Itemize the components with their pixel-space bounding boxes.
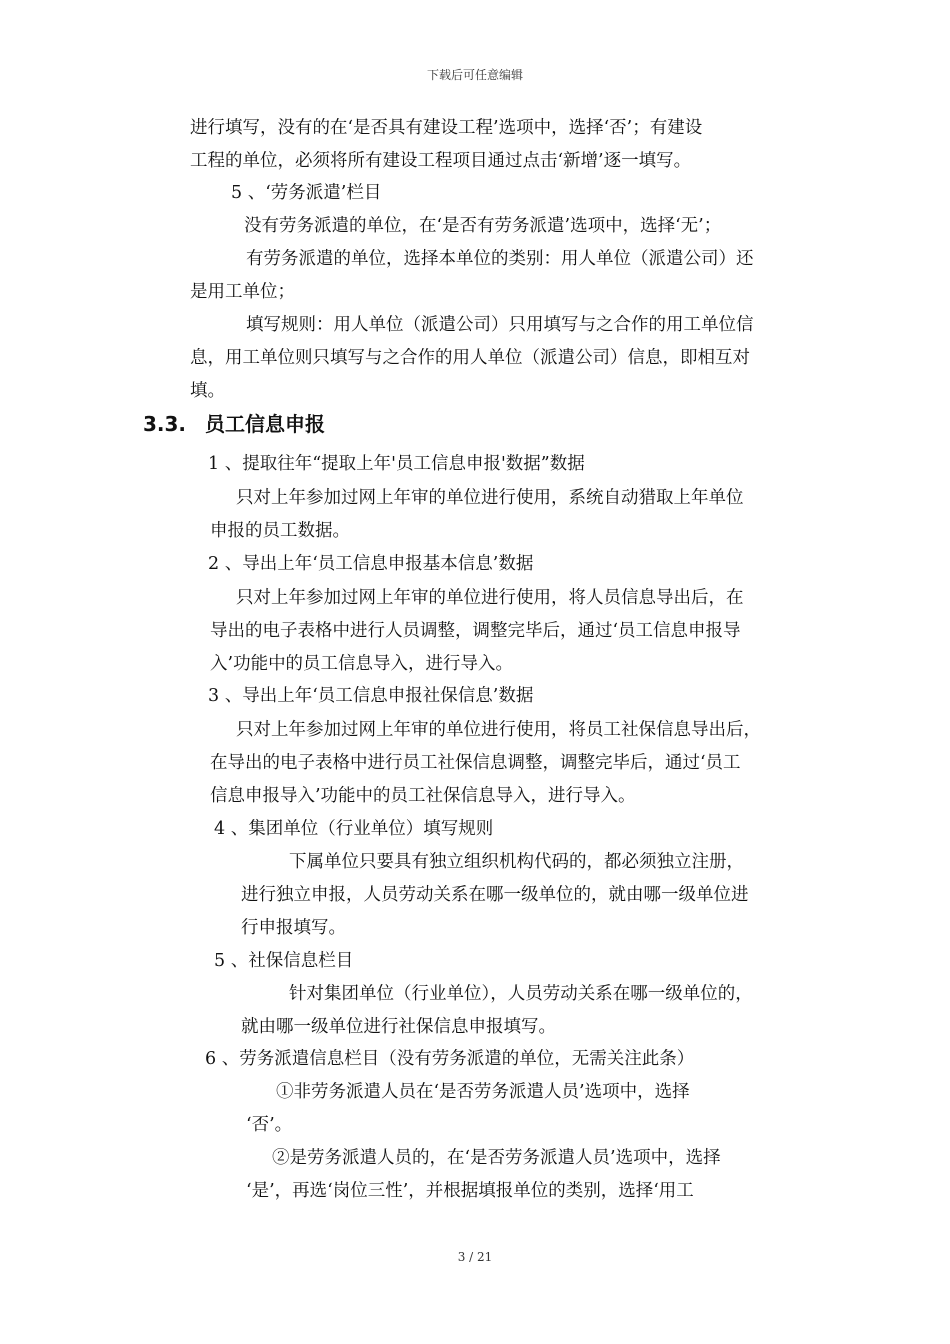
body-line: 就由哪一级单位进行社保信息申报填写。 bbox=[241, 1017, 556, 1037]
section-number: 3.3. bbox=[143, 412, 187, 436]
body-line: 有劳务派遣的单位，选择本单位的类别：用人单位（派遣公司）还 bbox=[246, 249, 754, 269]
body-line: 进行独立申报，人员劳动关系在哪一级单位的，就由哪一级单位进 bbox=[241, 885, 749, 905]
body-line: 入’功能中的员工信息导入，进行导入。 bbox=[210, 654, 514, 674]
list-heading: 6 、劳务派遣信息栏目（没有劳务派遣的单位，无需关注此条） bbox=[205, 1049, 695, 1069]
body-line: ‘是’，再选‘岗位三性’，并根据填报单位的类别，选择‘用工 bbox=[246, 1181, 694, 1201]
list-heading: 1 、提取往年“提取上年'员工信息申报'数据”数据 bbox=[208, 454, 585, 474]
page-number: 3 / 21 bbox=[457, 1250, 493, 1264]
list-heading: 5 、‘劳务派遣’栏目 bbox=[231, 183, 382, 203]
body-line: 息，用工单位则只填写与之合作的用人单位（派遣公司）信息，即相互对 bbox=[190, 348, 750, 368]
body-line: 只对上年参加过网上年审的单位进行使用，将员工社保信息导出后， bbox=[236, 720, 761, 740]
body-line: 信息申报导入’功能中的员工社保信息导入，进行导入。 bbox=[210, 786, 636, 806]
body-line: 申报的员工数据。 bbox=[210, 521, 350, 541]
body-line: 下属单位只要具有独立组织机构代码的，都必须独立注册， bbox=[289, 852, 744, 872]
body-line: 针对集团单位（行业单位），人员劳动关系在哪一级单位的， bbox=[289, 984, 753, 1004]
body-line: 行申报填写。 bbox=[241, 918, 346, 938]
body-line: 导出的电子表格中进行人员调整，调整完毕后，通过‘员工信息申报导 bbox=[210, 621, 741, 641]
body-line: 填。 bbox=[190, 381, 225, 401]
body-line: 没有劳务派遣的单位，在‘是否有劳务派遣’选项中，选择‘无’； bbox=[244, 216, 722, 236]
body-line: ②是劳务派遣人员的，在‘是否劳务派遣人员’选项中，选择 bbox=[272, 1148, 721, 1168]
body-line: 工程的单位，必须将所有建设工程项目通过点击‘新增’逐一填写。 bbox=[190, 151, 692, 171]
body-line: 在导出的电子表格中进行员工社保信息调整，调整完毕后，通过‘员工 bbox=[210, 753, 741, 773]
list-heading: 4 、集团单位（行业单位）填写规则 bbox=[214, 819, 494, 839]
section-title: 员工信息申报 bbox=[205, 412, 325, 436]
body-line: 只对上年参加过网上年审的单位进行使用，系统自动猎取上年单位 bbox=[236, 488, 744, 508]
body-line: 是用工单位； bbox=[190, 282, 295, 302]
body-line: 填写规则：用人单位（派遣公司）只用填写与之合作的用工单位信 bbox=[246, 315, 754, 335]
body-line: ‘否’。 bbox=[246, 1115, 293, 1135]
body-line: 进行填写，没有的在‘是否具有建设工程’选项中，选择‘否’；有建设 bbox=[190, 118, 703, 138]
body-line: 只对上年参加过网上年审的单位进行使用，将人员信息导出后，在 bbox=[236, 588, 744, 608]
body-line: ①非劳务派遣人员在‘是否劳务派遣人员’选项中，选择 bbox=[276, 1082, 690, 1102]
list-heading: 5 、社保信息栏目 bbox=[214, 951, 354, 971]
list-heading: 2 、导出上年‘员工信息申报基本信息’数据 bbox=[208, 554, 534, 574]
list-heading: 3 、导出上年‘员工信息申报社保信息’数据 bbox=[208, 686, 534, 706]
page-header: 下载后可任意编辑 bbox=[426, 68, 523, 82]
